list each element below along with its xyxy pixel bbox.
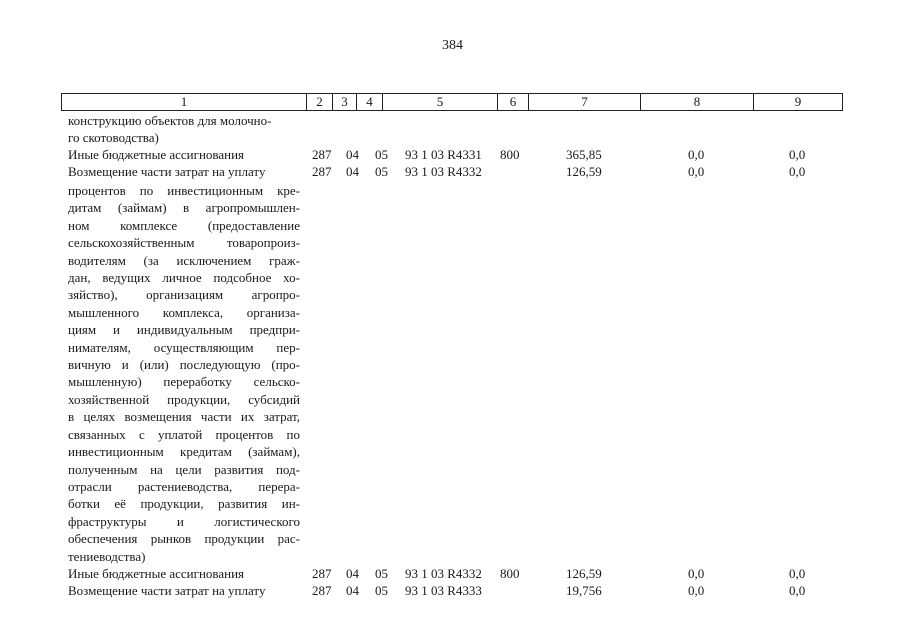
desc-line: мышленную) переработку сельско-: [68, 374, 300, 390]
desc-line: полученным на цели развития под-: [68, 461, 300, 477]
cell-col6: 800: [500, 566, 520, 581]
cell-col3: 04: [346, 147, 359, 162]
cell-col5: 93 1 03 R4332: [405, 164, 482, 179]
cell-col4: 05: [375, 566, 388, 581]
long-description: [68, 182, 300, 565]
column-header-4: 4: [356, 94, 382, 110]
desc-line: связанных с уплатой процентов по: [68, 426, 300, 442]
cell-col4: 05: [375, 164, 388, 179]
column-header-5: 5: [382, 94, 497, 110]
cell-col2: 287: [312, 566, 332, 581]
cell-col9: 0,0: [789, 566, 806, 581]
cell-col5: 93 1 03 R4332: [405, 566, 482, 581]
desc-line: конструкцию объектов для молочно-: [68, 113, 272, 128]
cell-col9: 0,0: [789, 164, 806, 179]
row-description: Возмещение части затрат на уплату: [68, 583, 266, 598]
cell-col8: 0,0: [688, 164, 705, 179]
desc-line: дан, ведущих личное подсобное хо-: [68, 270, 300, 286]
cell-col4: 05: [375, 583, 388, 598]
column-header-6: 6: [497, 94, 528, 110]
desc-line: хозяйственной продукции, субсидий: [68, 391, 300, 407]
desc-line: сельскохозяйственным товаропроиз-: [68, 235, 300, 251]
row-description: Возмещение части затрат на уплату: [68, 164, 266, 179]
desc-line: инвестиционным кредитам (займам),: [68, 444, 300, 460]
column-header-8: 8: [640, 94, 753, 110]
desc-line: фраструктуры и логистического: [68, 513, 300, 529]
cell-col8: 0,0: [688, 147, 705, 162]
cell-col6: 800: [500, 147, 520, 162]
cell-col8: 0,0: [688, 566, 705, 581]
desc-line: отрасли растениеводства, перера-: [68, 478, 300, 494]
cell-col8: 0,0: [688, 583, 705, 598]
desc-line: ном комплексе (предоставление: [68, 217, 300, 233]
desc-line: обеспечения рынков продукции рас-: [68, 531, 300, 547]
cell-col7: 19,756: [566, 583, 602, 598]
desc-line: мышленного комплекса, организа-: [68, 304, 300, 320]
page-number: 384: [442, 38, 463, 53]
cell-col3: 04: [346, 164, 359, 179]
desc-line: тениеводства): [68, 548, 146, 564]
cell-col2: 287: [312, 147, 332, 162]
cell-col5: 93 1 03 R4333: [405, 583, 482, 598]
cell-col4: 05: [375, 147, 388, 162]
cell-col7: 126,59: [566, 566, 602, 581]
desc-line: го скотоводства): [68, 130, 159, 146]
column-header-7: 7: [528, 94, 640, 110]
desc-line: процентов по инвестиционным кре-: [68, 183, 300, 198]
cell-col7: 126,59: [566, 164, 602, 179]
continued-description: [68, 112, 300, 147]
cell-col3: 04: [346, 583, 359, 598]
table-header: [61, 93, 843, 111]
row-description: Иные бюджетные ассигнования: [68, 147, 245, 162]
cell-col9: 0,0: [789, 583, 806, 598]
cell-col9: 0,0: [789, 147, 806, 162]
column-header-2: 2: [306, 94, 332, 110]
desc-line: дитам (займам) в агропромышлен-: [68, 200, 300, 216]
desc-line: ботки её продукции, развития ин-: [68, 496, 300, 512]
column-header-9: 9: [753, 94, 842, 110]
desc-line: водителям (за исключением граж-: [68, 252, 300, 268]
cell-col2: 287: [312, 583, 332, 598]
desc-line: в целях возмещения части их затрат,: [68, 409, 300, 425]
row-description: Иные бюджетные ассигнования: [68, 566, 245, 581]
column-header-1: 1: [180, 94, 188, 109]
column-header-3: 3: [332, 94, 356, 110]
desc-line: нимателям, осуществляющим пер-: [68, 339, 300, 355]
cell-col7: 365,85: [566, 147, 602, 162]
cell-col2: 287: [312, 164, 332, 179]
desc-line: зяйство), организациям агропро-: [68, 287, 300, 303]
desc-line: циям и индивидуальным предпри-: [68, 322, 300, 338]
cell-col3: 04: [346, 566, 359, 581]
cell-col5: 93 1 03 R4331: [405, 147, 482, 162]
desc-line: вичную и (или) последующую (про-: [68, 357, 300, 373]
